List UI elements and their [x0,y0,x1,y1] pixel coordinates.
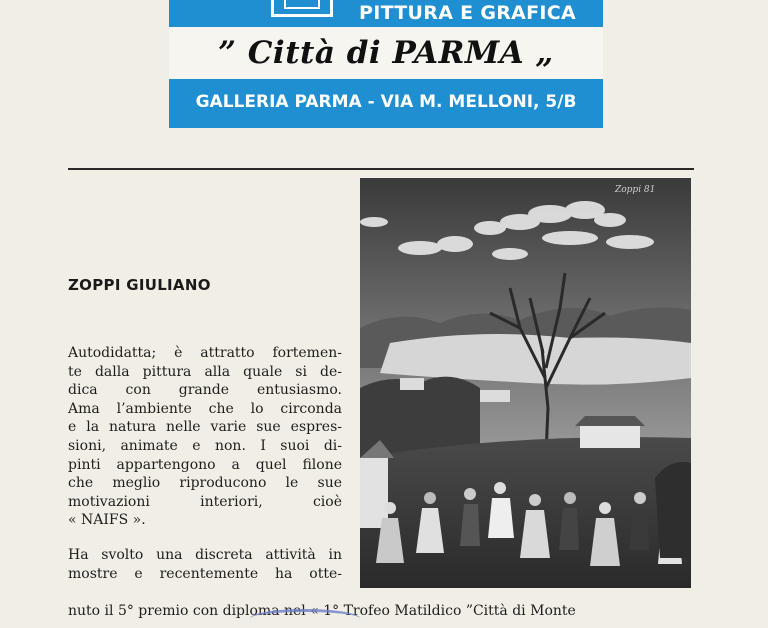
header-top-band [169,0,603,27]
bio-line: Ha svolto una discreta attività in [68,546,342,563]
bio-line: te dalla pittura alla quale si de- [68,363,342,380]
bio-line: Autodidatta; è attratto fortemen- [68,345,342,361]
painting-signature: Zoppi 81 [615,185,656,195]
header-title: ” Città di PARMA „ [218,35,554,71]
bio-line: che meglio riproducono le sue [68,475,342,492]
exhibition-header [169,0,603,128]
header-category-label: PITTURA E GRAFICA [359,2,577,24]
section-divider [68,168,694,170]
bio-line: pinti appartengono a quel filone [68,456,342,473]
bio-line: Ama l’ambiente che lo circonda [68,400,342,417]
bio-line: sioni, animate e non. I suoi di- [68,437,342,454]
artist-name: ZOPPI GIULIANO [68,276,211,294]
bio-line: e la natura nelle varie sue espres- [68,419,342,436]
header-title-band [169,27,603,79]
bio-line: motivazioni interiori, cioè [68,493,342,510]
gallery-address: GALLERIA PARMA - VIA M. MELLONI, 5/B [195,92,577,112]
paragraph-gap [68,530,342,546]
logo-mark [271,0,333,17]
bio-line: dica con grande entusiasmo. [68,382,342,399]
header-address-band [169,79,603,128]
artist-biography [68,344,342,583]
naive-painting-image [360,178,691,588]
bio-line: mostre e recentemente ha otte- [68,565,342,582]
painting-artwork [360,178,691,588]
bio-line: « NAIFS ». [68,512,146,529]
bio-continuation-line: nuto il 5° premio con diploma nel « 1° Trofeo Matildico ”Città di Monte [68,603,576,619]
logo-inner-mark [284,0,320,9]
